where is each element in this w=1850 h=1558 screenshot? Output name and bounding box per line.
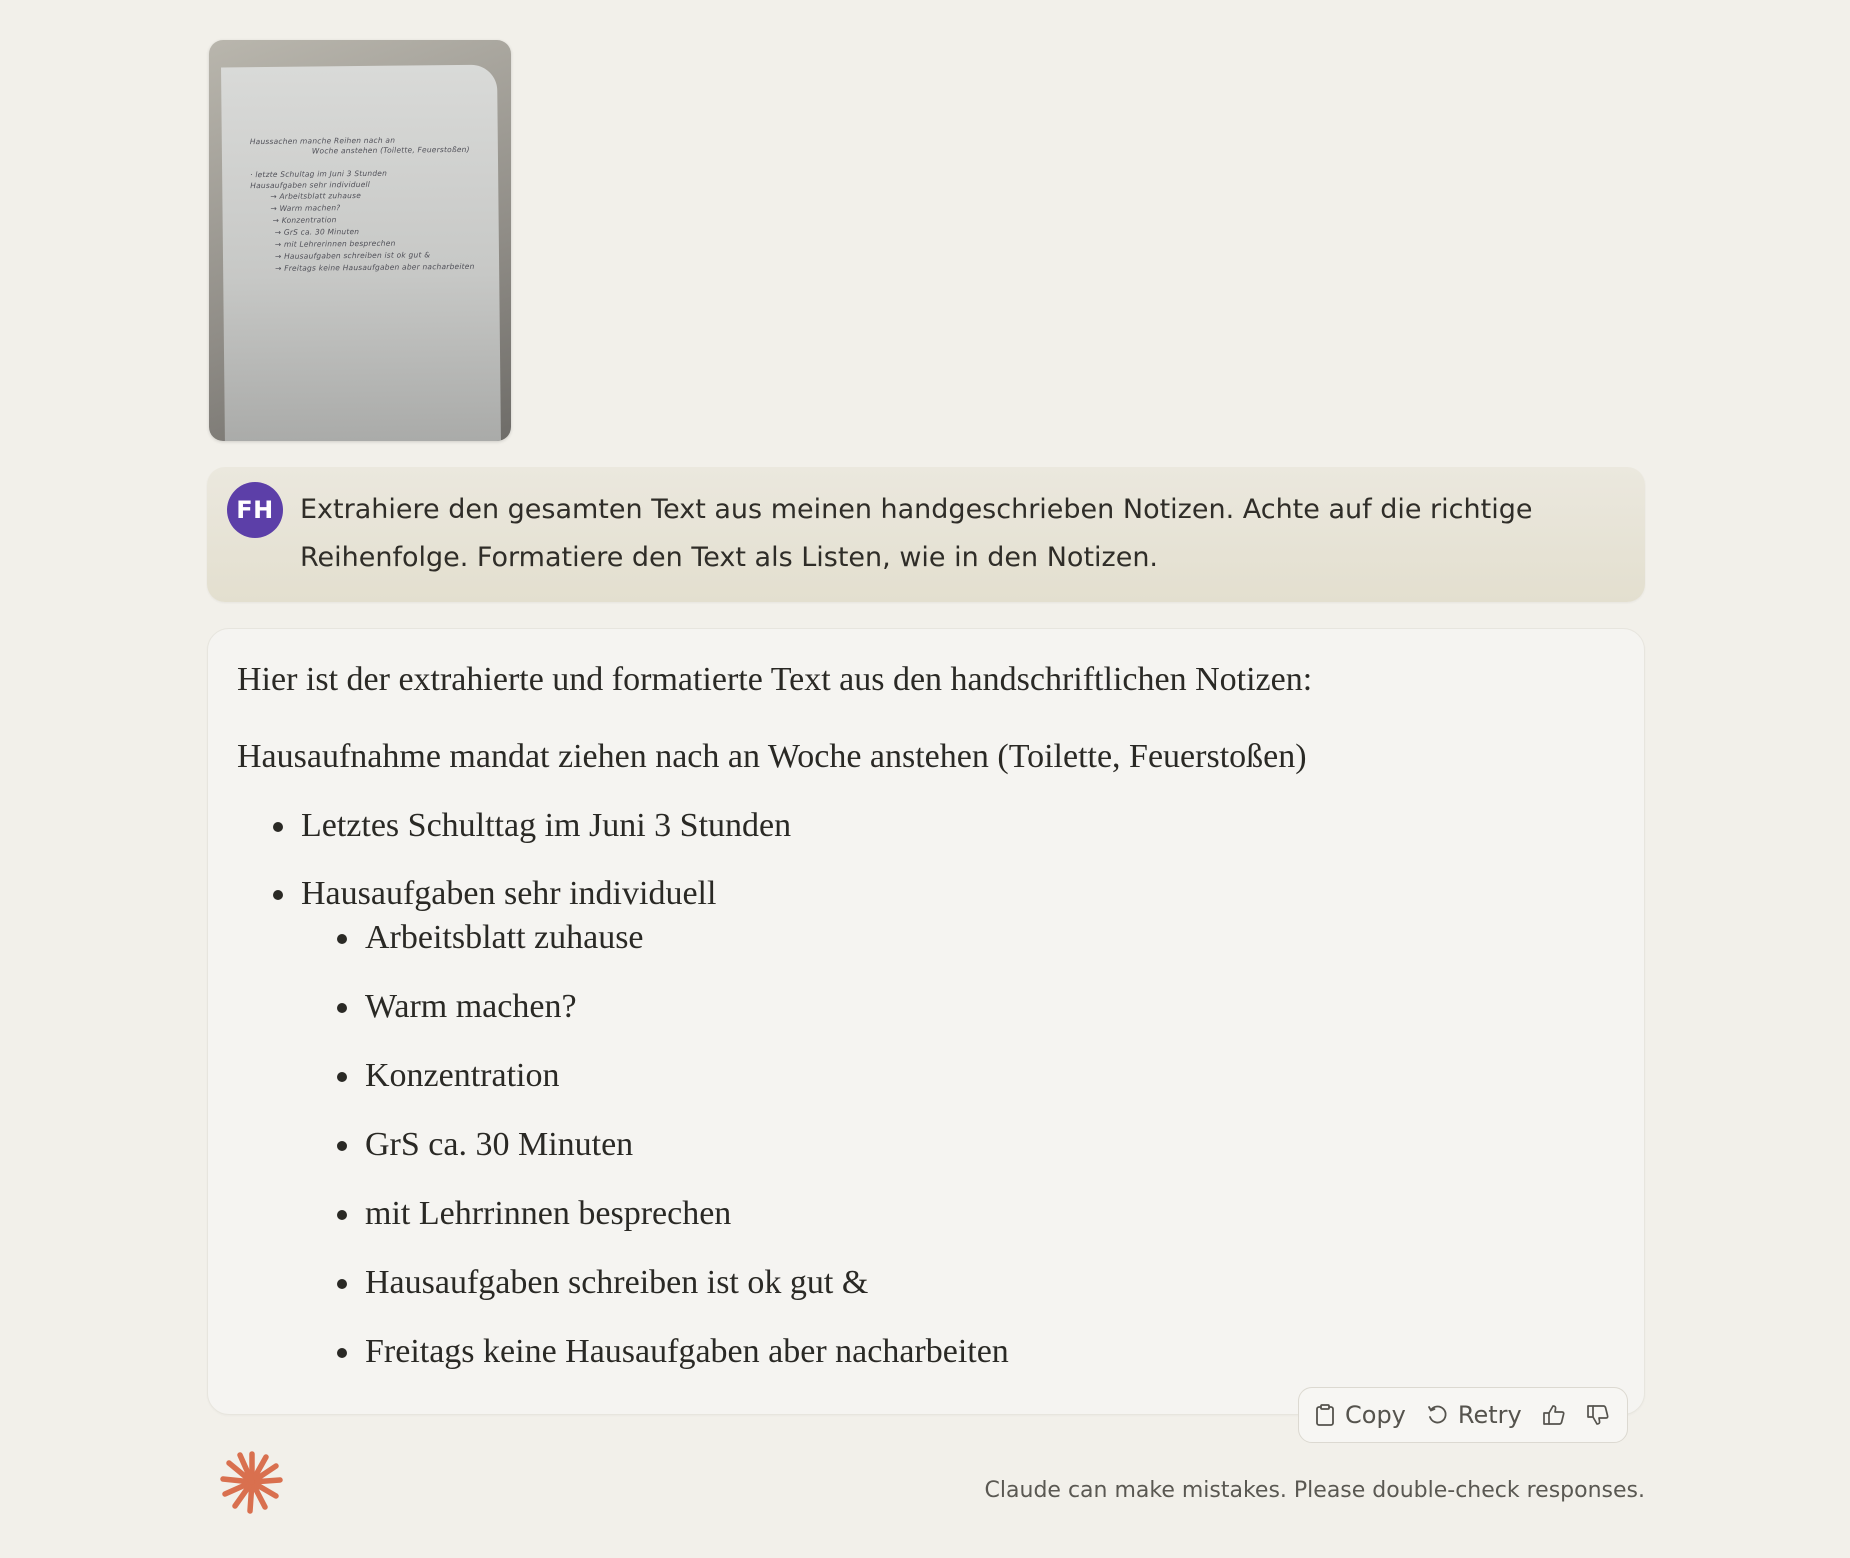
handwriting-line: → Konzentration <box>272 215 337 225</box>
list-item <box>237 869 1009 1377</box>
sub-list-item-text: Hausaufgaben schreiben ist ok gut & <box>365 1264 869 1301</box>
sub-list-item-text: mit Lehrrinnen besprechen <box>365 1195 732 1232</box>
sub-list-item <box>301 1327 1009 1377</box>
sub-list-item <box>301 1189 1009 1239</box>
note-paper <box>221 65 501 441</box>
handwriting-line: → Freitags keine Hausaufgaben aber nacharbeiten <box>275 261 475 273</box>
thumbs-down-button[interactable] <box>1586 1403 1610 1427</box>
thumbs-up-button[interactable] <box>1542 1403 1566 1427</box>
sub-list-item-text: Konzentration <box>365 1057 560 1094</box>
handwriting-line: Woche anstehen (Toilette, Feuerstoßen) <box>311 144 470 156</box>
handwriting-line: Hausaufgaben sehr individuell <box>250 179 371 191</box>
handwriting-line: → Arbeitsblatt zuhause <box>270 190 362 201</box>
user-message-text: Extrahiere den gesamten Text aus meinen handgeschrieben Notizen. Achte auf die richtige Reihenfolge. Formatiere den Text als Listen, wie in den Notizen. <box>300 494 1533 573</box>
retry-button[interactable] <box>1426 1401 1522 1429</box>
thumbs-up-icon <box>1542 1403 1566 1427</box>
list-item-text: Hausaufgaben sehr individuell <box>301 875 717 912</box>
claude-logo-icon <box>218 1448 286 1516</box>
handwriting-line: → Hausaufgaben schreiben ist ok gut & <box>274 250 431 261</box>
handwriting-line: → GrS ca. 30 Minuten <box>274 227 360 237</box>
handwriting-line: → mit Lehrerinnen besprechen <box>274 238 396 249</box>
sub-list-item <box>301 913 1009 963</box>
list-item-text: Letztes Schulttag im Juni 3 Stunden <box>301 807 792 844</box>
copy-label: Copy <box>1345 1401 1406 1429</box>
response-list <box>237 801 1009 1377</box>
handwriting-line: Haussachen manche Reihen nach an <box>249 135 396 147</box>
handwriting-line: · letzte Schultag im Juni 3 Stunden <box>250 168 388 180</box>
response-heading: Hausaufnahme mandat ziehen nach an Woche anstehen (Toilette, Feuerstoßen) <box>237 738 1307 775</box>
sub-list <box>301 913 1009 1377</box>
sub-list-item-text: Arbeitsblatt zuhause <box>365 919 644 956</box>
list-item <box>237 801 1009 851</box>
sub-list-item <box>301 1051 1009 1101</box>
response-action-bar <box>1298 1387 1628 1443</box>
handwriting-line: → Warm machen? <box>270 203 341 213</box>
retry-label: Retry <box>1457 1401 1522 1429</box>
retry-icon <box>1426 1404 1448 1426</box>
sub-list-item-text: GrS ca. 30 Minuten <box>365 1126 634 1163</box>
user-avatar: FH <box>227 482 283 538</box>
sub-list-item <box>301 1120 1009 1170</box>
sub-list-item <box>301 982 1009 1032</box>
sub-list-item <box>301 1258 1009 1308</box>
attachment-thumbnail[interactable] <box>209 40 511 441</box>
disclaimer-text: Claude can make mistakes. Please double-check responses. <box>984 1478 1645 1503</box>
sub-list-item-text: Freitags keine Hausaufgaben aber nacharbeiten <box>365 1333 1009 1370</box>
clipboard-icon <box>1315 1403 1335 1427</box>
copy-button[interactable] <box>1315 1401 1406 1429</box>
sub-list-item-text: Warm machen? <box>365 988 577 1025</box>
response-intro: Hier ist der extrahierte und formatierte Text aus den handschriftlichen Notizen: <box>237 661 1313 698</box>
thumbs-down-icon <box>1586 1403 1610 1427</box>
